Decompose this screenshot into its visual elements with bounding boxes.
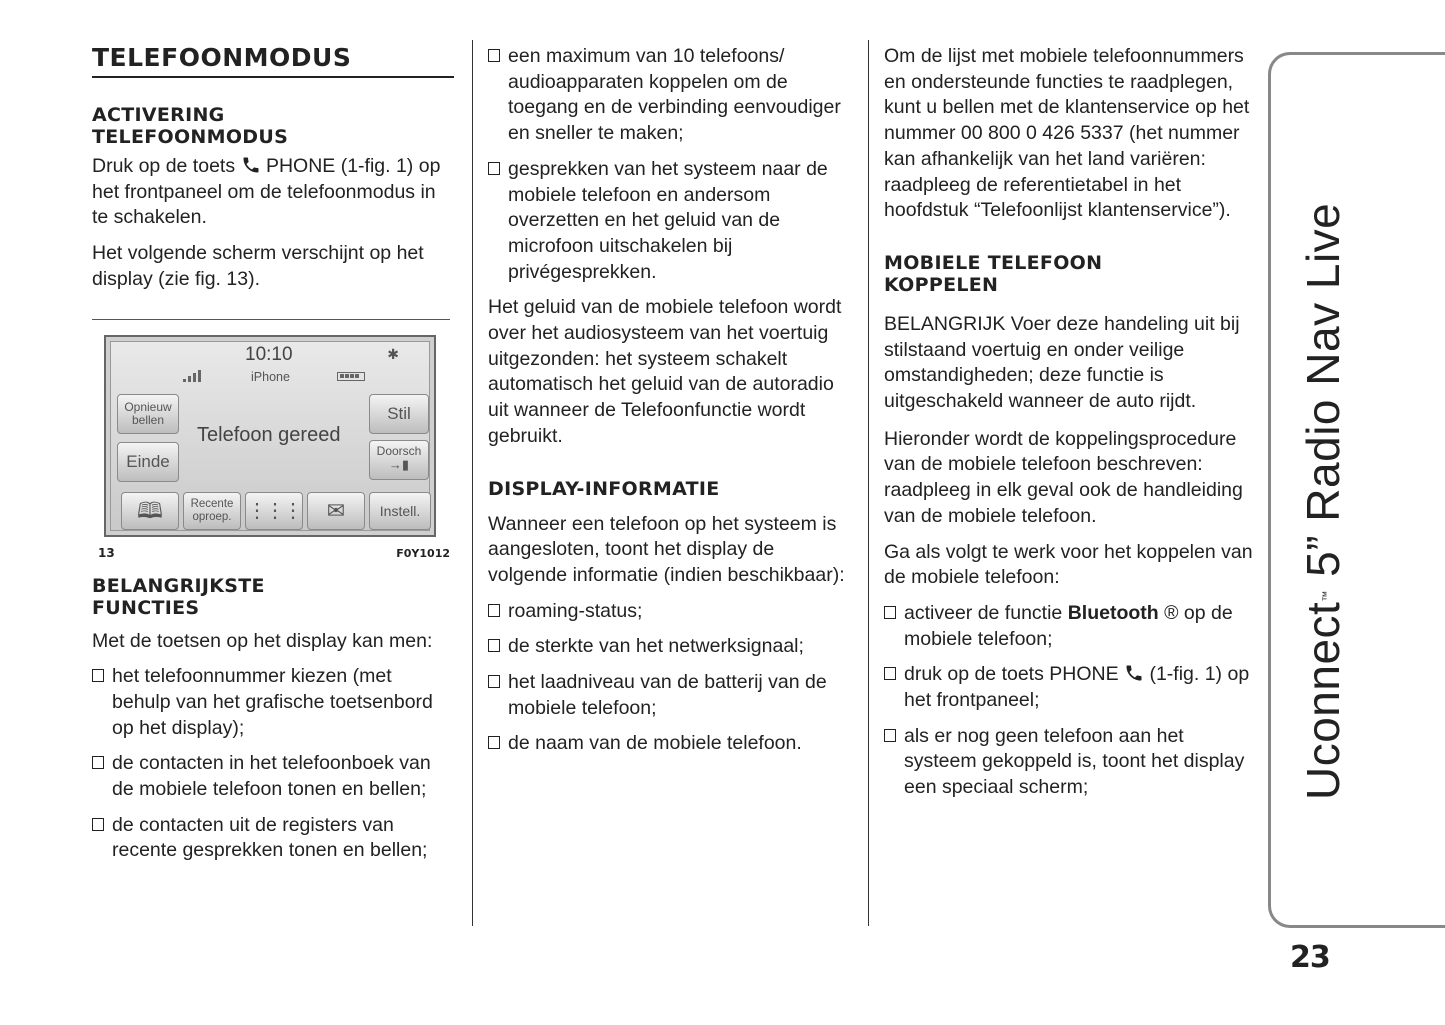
- heading-line: ACTIVERING: [92, 104, 225, 126]
- signal-icon: [183, 370, 201, 382]
- section-title: TELEFOONMODUS: [92, 44, 454, 78]
- list-item: [488, 670, 852, 721]
- list-item-text: de naam van de mobiele telefoon.: [508, 732, 802, 755]
- list-item: [92, 813, 454, 864]
- paragraph-display-intro: Wanneer een telefoon op het systeem is aangesloten, toont het display de volgende informatie (indien beschikbaar):: [488, 512, 845, 586]
- list-item: [884, 662, 1254, 713]
- figure-13: [92, 319, 450, 569]
- list-item: [488, 44, 852, 147]
- heading-line: KOPPELEN: [884, 273, 999, 296]
- list-item-text: de contacten uit de registers van recente gesprekken tonen en bellen;: [112, 813, 428, 862]
- column-divider: [472, 40, 473, 926]
- list-item-text: gesprekken van het systeem naar de mobiele telefoon en andersom overzetten en het geluid van de microfoon uitschakelen bij privégesprekken.: [508, 157, 828, 283]
- list-item: [92, 751, 454, 802]
- heading-line: BELANGRIJKSTE: [92, 574, 265, 597]
- paragraph-activering: [92, 154, 454, 231]
- heading-activering: [92, 104, 454, 148]
- heading-display-informatie: DISPLAY-INFORMATIE: [488, 477, 720, 500]
- screen-surface: [110, 341, 430, 531]
- list-item: [884, 724, 1254, 801]
- figure-code: F0Y1012: [396, 546, 450, 560]
- checkbox-icon: [92, 669, 104, 682]
- redial-button[interactable]: Opnieuw bellen: [117, 394, 179, 434]
- heading-koppelen: [884, 252, 1254, 296]
- paragraph-display-screen: Het volgende scherm verschijnt op het display (zie fig. 13).: [92, 242, 424, 290]
- screen-time: 10:10: [245, 343, 293, 365]
- column-1: [92, 44, 454, 864]
- figure-number: 13: [98, 545, 115, 560]
- column-2: [488, 44, 852, 757]
- heading-line: MOBIELE TELEFOON: [884, 251, 1103, 274]
- checkbox-icon: [488, 736, 500, 749]
- recent-calls-button[interactable]: Recente oproep.: [183, 492, 241, 530]
- checkbox-icon: [92, 756, 104, 769]
- checkbox-icon: [884, 729, 896, 742]
- checkbox-icon: [488, 604, 500, 617]
- checkbox-icon: [488, 49, 500, 62]
- list-item-text: roaming-status;: [508, 599, 643, 622]
- checkbox-icon: [488, 675, 500, 688]
- end-call-button[interactable]: Einde: [117, 442, 179, 482]
- list-item: [92, 664, 454, 741]
- screen-status: Telefoon gereed: [197, 423, 341, 446]
- checkbox-icon: [884, 606, 896, 619]
- heading-line: TELEFOONMODUS: [92, 126, 289, 148]
- paragraph-procedure: Hieronder wordt de koppelingsprocedure van de mobiele telefoon beschreven: raadpleeg in elk geval ook de handleiding van de mobiele telefoon.: [884, 427, 1243, 527]
- list-item: [488, 599, 852, 625]
- keypad-icon: ⋮⋮⋮: [247, 499, 301, 522]
- transfer-label: Doorsch: [376, 443, 422, 458]
- chapter-title-text: 5” Radio Nav Live: [1297, 202, 1349, 591]
- transfer-button[interactable]: [369, 440, 429, 480]
- text: Druk op de toets: [92, 155, 236, 177]
- mute-button[interactable]: Stil: [369, 394, 429, 434]
- checkbox-icon: [92, 818, 104, 831]
- text: PHONE (1-fig. 1) op het frontpaneel om de telefoonmodus in te schakelen.: [92, 155, 441, 229]
- paragraph-phone-list: Om de lijst met mobiele telefoonnummers en ondersteunde functies te raadplegen, kunt u bellen met de klantenservice op het nummer 00 800 0 426 5337 (het nummer kan afhankelijk van het land variëren: raadpleeg de referentietabel in het hoofdstuk “Telefoonlijst klantenservice”).: [884, 45, 1250, 222]
- heading-functies: [92, 575, 454, 619]
- figure-rule: [92, 319, 450, 320]
- trademark: ™: [1321, 590, 1333, 602]
- chapter-tab: [1268, 52, 1445, 928]
- list-item: [884, 601, 1254, 652]
- phone-screen: [104, 335, 436, 537]
- column-divider: [868, 40, 869, 926]
- messages-button[interactable]: [307, 492, 365, 530]
- paragraph-audio: Het geluid van de mobiele telefoon wordt over het audiosysteem van het voertuig uitgezonden: het systeem schakelt automatisch het geluid van de autoradio uit wanneer de Telefoonfunctie wordt gebruikt.: [488, 296, 842, 447]
- list-item-text: het telefoonnummer kiezen (met behulp van het grafische toetsenbord op het display);: [112, 665, 433, 739]
- page-number: 23: [1290, 940, 1330, 975]
- chapter-title: [1297, 202, 1349, 800]
- paragraph-functies-intro: Met de toetsen op het display kan men:: [92, 629, 433, 652]
- phone-icon: [1124, 663, 1144, 683]
- book-icon: 🕮: [137, 497, 163, 523]
- screen-device-name: iPhone: [251, 369, 290, 384]
- column-3: [884, 44, 1254, 801]
- list-item-text: (1-fig. 1) op het frontpaneel;: [904, 663, 1250, 712]
- phone-icon: [241, 155, 261, 175]
- list-item-text: druk op de toets PHONE: [904, 663, 1119, 686]
- list-item-text: activeer de functie: [904, 601, 1063, 624]
- list-item-text: als er nog geen telefoon aan het systeem gekoppeld is, toont het display een speciaal scherm;: [904, 724, 1245, 799]
- list-item: [488, 731, 852, 757]
- phonebook-button[interactable]: [121, 492, 179, 530]
- envelope-icon: ✉: [326, 497, 346, 523]
- settings-button[interactable]: Instell.: [369, 492, 431, 530]
- list-item-text: de sterkte van het netwerksignaal;: [508, 635, 804, 658]
- bottom-bar: [115, 492, 425, 532]
- bold-text: Bluetooth: [1067, 601, 1159, 624]
- chapter-title-text: Uconnect: [1297, 601, 1349, 800]
- bluetooth-icon: ✱: [387, 345, 399, 362]
- checkbox-icon: [488, 162, 500, 175]
- checkbox-icon: [884, 667, 896, 680]
- heading-line: FUNCTIES: [92, 596, 200, 619]
- battery-icon: [337, 372, 365, 381]
- list-item-text: de contacten in het telefoonboek van de mobiele telefoon tonen en bellen;: [112, 752, 431, 801]
- checkbox-icon: [488, 639, 500, 652]
- list-item-text: ® op de mobiele telefoon;: [904, 601, 1233, 650]
- transfer-arrow-icon: →▮: [388, 456, 410, 472]
- list-item-text: het laadniveau van de batterij van de mobiele telefoon;: [508, 671, 827, 719]
- list-item-text: een maximum van 10 telefoons/ audioapparaten koppelen om de toegang en de verbinding eenvoudiger en sneller te maken;: [508, 45, 841, 145]
- list-item: [488, 157, 852, 286]
- paragraph-ga-als-volgt: Ga als volgt te werk voor het koppelen van de mobiele telefoon:: [884, 540, 1253, 589]
- paragraph-belangrijk: BELANGRIJK Voer deze handeling uit bij stilstaand voertuig en onder veilige omstandigheden; deze functie is uitgeschakeld wanneer de auto rijdt.: [884, 312, 1240, 413]
- list-item: [488, 634, 852, 660]
- keypad-button[interactable]: [245, 492, 303, 530]
